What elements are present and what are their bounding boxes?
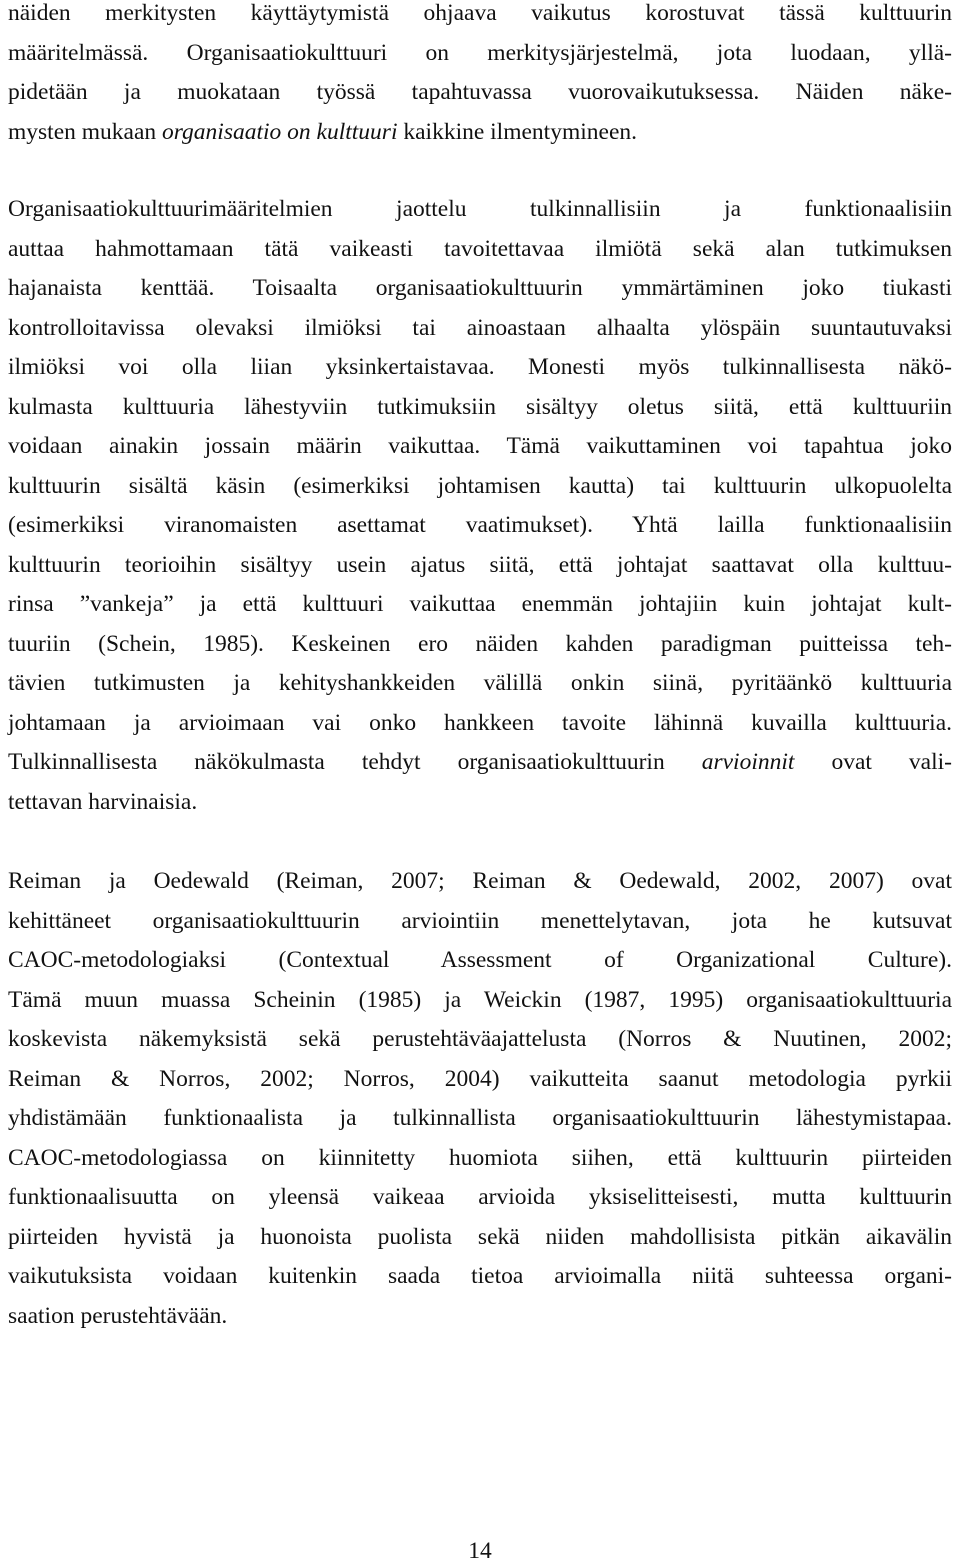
text-line: näiden merkitysten käyttäytymistä ohjaava vaikutus korostuvat tässä kulttuurin	[8, 0, 952, 26]
text-line: kehittäneet organisaatiokulttuurin arviointiin menettelytavan, jota he kutsuvat	[8, 907, 952, 934]
text-line: yhdistämään funktionaalista ja tulkinnallista organisaatiokulttuurin lähestymistapaa.	[8, 1105, 952, 1131]
text-line: funktionaalisuutta on yleensä vaikeaa arvioida yksiselitteisesti, mutta kulttuurin	[8, 1184, 952, 1210]
text-line: auttaa hahmottamaan tätä vaikeasti tavoitettavaa ilmiötä sekä alan tutkimuksen	[8, 235, 952, 262]
text-line: kontrolloitavissa olevaksi ilmiöksi tai ainoastaan alhaalta ylöspäin suuntautuvaksi	[8, 314, 952, 341]
text-line: CAOC-metodologiassa on kiinnitetty huomiota siihen, että kulttuurin piirteiden	[8, 1144, 952, 1171]
text-line: koskevista näkemyksistä sekä perustehtäväajattelusta (Norros & Nuutinen, 2002;	[8, 1026, 952, 1052]
text-line: vaikutuksista voidaan kuitenkin saada tietoa arvioimalla niitä suhteessa organi-	[8, 1263, 952, 1289]
text-line: johtamaan ja arvioimaan vai onko hankkeen tavoite lähinnä kuvailla kulttuuria.	[8, 709, 952, 736]
text-line: Tämä muun muassa Scheinin (1985) ja Weickin (1987, 1995) organisaatiokulttuuria	[8, 986, 952, 1013]
paragraph-3	[8, 862, 952, 1336]
text-line: Organisaatiokulttuurimääritelmien jaottelu tulkinnallisiin ja funktionaalisiin	[8, 196, 952, 222]
text-line: kulttuurin sisältä käsin (esimerkiksi johtamisen kautta) tai kulttuurin ulkopuolelta	[8, 472, 952, 499]
text-line: saation perustehtävään.	[8, 1302, 228, 1329]
text-line: Tulkinnallisesta näkökulmasta tehdyt organisaatiokulttuurin arvioinnit ovat vali-	[8, 749, 952, 775]
text-line: mysten mukaan organisaatio on kulttuuri kaikkine ilmentymineen.	[8, 118, 637, 145]
document-page	[8, 0, 952, 1336]
text-line: tävien tutkimusten ja kehityshankkeiden välillä onkin siinä, pyritäänkö kulttuuria	[8, 670, 952, 696]
text-line: voidaan ainakin jossain määrin vaikuttaa. Tämä vaikuttaminen voi tapahtua joko	[8, 433, 952, 459]
text-line: kulttuurin teorioihin sisältyy usein ajatus siitä, että johtajat saattavat olla kulttuu-	[8, 551, 952, 578]
text-line: tuuriin (Schein, 1985). Keskeinen ero näiden kahden paradigman puitteissa teh-	[8, 630, 952, 657]
italic-emphasis: arvioinnit	[701, 749, 795, 775]
italic-emphasis: organisaatio on kulttuuri	[162, 118, 398, 145]
page-number: 14	[468, 1538, 492, 1564]
text-line: CAOC-metodologiaksi (Contextual Assessment of Organizational Culture).	[8, 947, 952, 973]
text-line: Reiman & Norros, 2002; Norros, 2004) vaikutteita saanut metodologia pyrkii	[8, 1065, 952, 1092]
text-line: tettavan harvinaisia.	[8, 788, 198, 815]
text-line: ilmiöksi voi olla liian yksinkertaistavaa. Monesti myös tulkinnallisesta näkö-	[8, 354, 952, 380]
paragraph-1	[8, 0, 952, 152]
text-line: hajanaista kenttää. Toisaalta organisaatiokulttuurin ymmärtäminen joko tiukasti	[8, 275, 952, 301]
paragraph-2	[8, 190, 952, 822]
text-line: rinsa ”vankeja” ja että kulttuuri vaikuttaa enemmän johtajiin kuin johtajat kult-	[8, 591, 952, 617]
text-line: piirteiden hyvistä ja huonoista puolista sekä niiden mahdollisista pitkän aikavälin	[8, 1223, 952, 1250]
text-line: (esimerkiksi viranomaisten asettamat vaatimukset). Yhtä lailla funktionaalisiin	[8, 512, 952, 538]
text-line: Reiman ja Oedewald (Reiman, 2007; Reiman & Oedewald, 2002, 2007) ovat	[8, 868, 952, 894]
text-line: kulmasta kulttuuria lähestyviin tutkimuksiin sisältyy oletus siitä, että kulttuuriin	[8, 393, 952, 420]
text-line: määritelmässä. Organisaatiokulttuuri on merkitysjärjestelmä, jota luodaan, yllä-	[8, 39, 952, 66]
text-line: pidetään ja muokataan työssä tapahtuvassa vuorovaikutuksessa. Näiden näke-	[8, 79, 952, 105]
